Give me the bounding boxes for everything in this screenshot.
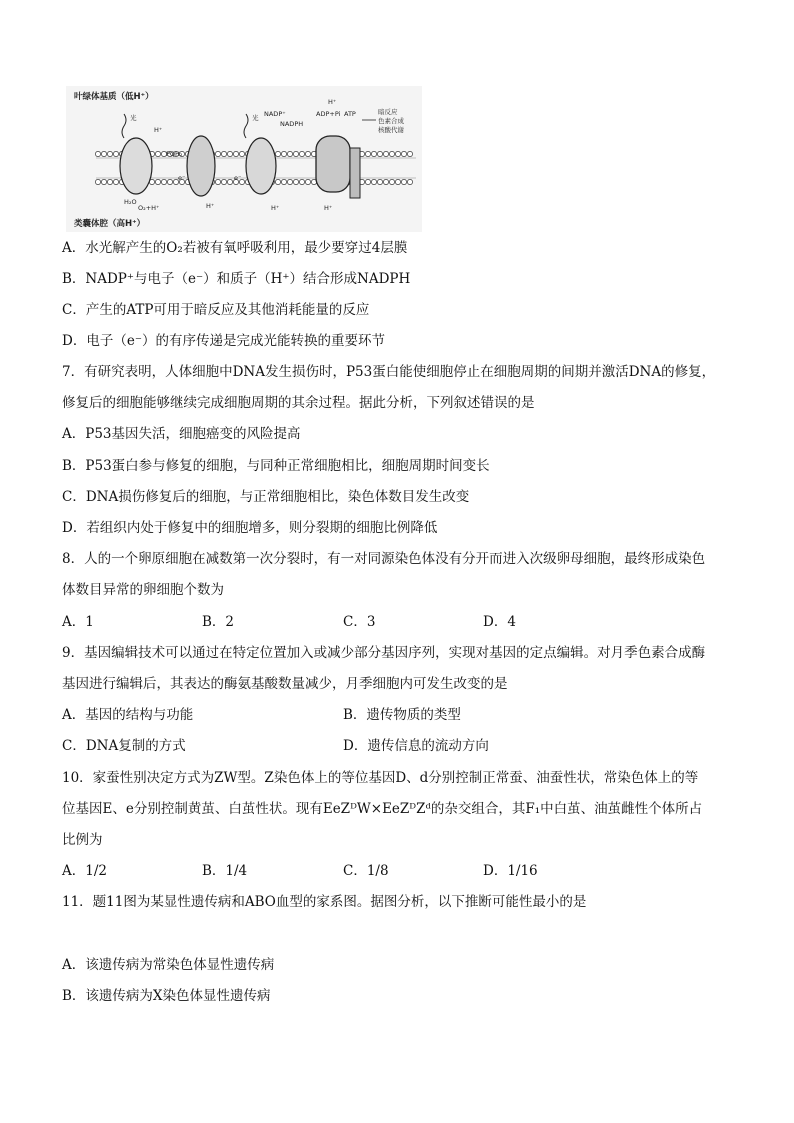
svg-text:色素合成: 色素合成 — [378, 117, 404, 125]
lipid-head — [389, 179, 394, 184]
q7-option-a: A．P53基因失活，细胞癌变的风险提高 — [62, 426, 301, 442]
lipid-head — [107, 179, 112, 184]
q8-option-a: A．1 — [62, 614, 94, 630]
lipid-head — [293, 151, 298, 156]
lipid-head — [383, 151, 388, 156]
q8-option-d: D．4 — [483, 614, 516, 630]
lipid-head — [275, 151, 280, 156]
q7-stem-line-1: 7．有研究表明，人体细胞中DNA发生损伤时，P53蛋白能使细胞停止在细胞周期的间期并激活DNA的修复， — [62, 364, 716, 380]
svg-text:ADP+Pi: ADP+Pi — [316, 110, 341, 118]
lipid-head — [389, 151, 394, 156]
lipid-head — [395, 151, 400, 156]
lipid-head — [305, 179, 310, 184]
lipid-head — [167, 179, 172, 184]
q8-stem-line-1: 8．人的一个卵原细胞在减数第一次分裂时，有一对同源染色体没有分开而进入次级卵母细胞，最终形成染色 — [62, 551, 706, 567]
svg-text:暗反应: 暗反应 — [378, 108, 398, 116]
lipid-head — [281, 179, 286, 184]
lipid-head — [365, 151, 370, 156]
lipid-head — [95, 179, 100, 184]
svg-text:O₂+H⁺: O₂+H⁺ — [138, 204, 160, 212]
q9-stem-line-2: 基因进行编辑后，其表达的酶氨基酸数量减少，月季细胞内可发生改变的是 — [62, 676, 508, 692]
q7-option-b: B．P53蛋白参与修复的细胞，与同种正常细胞相比，细胞周期时间变长 — [62, 458, 490, 474]
svg-text:核酸代谢: 核酸代谢 — [378, 126, 404, 134]
q6-option-d: D．电子（e⁻）的有序传递是完成光能转换的重要环节 — [62, 333, 385, 349]
q9-option-a: A．基因的结构与功能 — [62, 707, 194, 723]
lumen-label: 类囊体腔（高H⁺） — [74, 219, 146, 229]
q10-option-b: B．1/4 — [202, 863, 248, 879]
lipid-head — [101, 179, 106, 184]
svg-text:NADPH: NADPH — [280, 120, 304, 128]
lipid-head — [155, 151, 160, 156]
svg-text:H⁺: H⁺ — [154, 126, 163, 134]
cytochrome-complex — [187, 136, 215, 196]
q7-option-c: C．DNA损伤修复后的细胞，与正常细胞相比，染色体数目发生改变 — [62, 489, 470, 505]
lipid-head — [287, 151, 292, 156]
lipid-head — [407, 179, 412, 184]
lipid-head — [287, 179, 292, 184]
photosystem-ii — [120, 138, 152, 194]
q8-option-b: B．2 — [202, 614, 235, 630]
q9-stem-line-1: 9．基因编辑技术可以通过在特定位置加入或减少部分基因序列，实现对基因的定点编辑。对月季色素合成酶 — [62, 645, 706, 661]
thylakoid-membrane-diagram — [66, 86, 422, 232]
q6-option-a: A．水光解产生的O₂若被有氧呼吸利用，最少要穿过4层膜 — [62, 240, 408, 256]
svg-text:e⁻: e⁻ — [178, 174, 186, 182]
lipid-head — [275, 179, 280, 184]
svg-text:H⁺: H⁺ — [271, 204, 280, 212]
q10-option-c: C．1/8 — [343, 863, 389, 879]
q10-stem-line-1: 10．家蚕性别决定方式为ZW型。Z染色体上的等位基因D、d分别控制正常蚕、油蚕性状，常染色体上的等 — [62, 770, 699, 786]
q10-option-a: A．1/2 — [62, 863, 107, 879]
svg-text:e⁻: e⁻ — [234, 174, 242, 182]
lipid-head — [395, 179, 400, 184]
lipid-head — [233, 151, 238, 156]
lipid-head — [299, 179, 304, 184]
q9-option-c: C．DNA复制的方式 — [62, 738, 186, 754]
q7-stem-line-2: 修复后的细胞能够继续完成细胞周期的其余过程。据此分析，下列叙述错误的是 — [62, 395, 535, 411]
lipid-head — [221, 179, 226, 184]
lipid-head — [293, 179, 298, 184]
lipid-head — [215, 179, 220, 184]
lipid-head — [365, 179, 370, 184]
lipid-head — [299, 151, 304, 156]
svg-text:H⁺: H⁺ — [206, 202, 215, 210]
lipid-head — [281, 151, 286, 156]
lipid-head — [155, 179, 160, 184]
lipid-head — [239, 151, 244, 156]
lipid-head — [401, 151, 406, 156]
svg-text:H⁺: H⁺ — [328, 98, 337, 106]
svg-text:PQH₂: PQH₂ — [166, 150, 183, 158]
lipid-head — [377, 151, 382, 156]
lipid-head — [227, 179, 232, 184]
q9-option-b: B．遗传物质的类型 — [343, 707, 461, 723]
q11-option-a: A．该遗传病为常染色体显性遗传病 — [62, 957, 275, 973]
lipid-head — [95, 151, 100, 156]
lipid-head — [227, 151, 232, 156]
q10-option-d: D．1/16 — [483, 863, 538, 879]
q11-option-b: B．该遗传病为X染色体显性遗传病 — [62, 988, 271, 1004]
q11-stem: 11．题11图为某显性遗传病和ABO血型的家系图。据图分析，以下推断可能性最小的是 — [62, 894, 587, 910]
stroma-label: 叶绿体基质（低H⁺） — [74, 92, 154, 102]
q10-stem-line-2: 位基因E、e分别控制黄茧、白茧性状。现有EeZᴰW×EeZᴰZᵈ的杂交组合，其F₁中白茧、油茧雌性个体所占 — [62, 801, 703, 817]
svg-text:光: 光 — [252, 114, 259, 122]
svg-text:光: 光 — [130, 114, 137, 122]
svg-text:H⁺: H⁺ — [324, 204, 333, 212]
lipid-head — [401, 179, 406, 184]
lipid-head — [371, 151, 376, 156]
atp-synthase — [316, 136, 350, 192]
lipid-head — [107, 151, 112, 156]
lipid-head — [161, 179, 166, 184]
lipid-head — [383, 179, 388, 184]
svg-text:NADP⁺: NADP⁺ — [264, 110, 286, 118]
lipid-head — [371, 179, 376, 184]
photosystem-i — [246, 138, 276, 194]
svg-text:H₂O: H₂O — [124, 198, 137, 206]
q6-option-b: B．NADP⁺与电子（e⁻）和质子（H⁺）结合形成NADPH — [62, 271, 411, 287]
lipid-head — [377, 179, 382, 184]
lipid-head — [407, 151, 412, 156]
lipid-head — [305, 151, 310, 156]
lipid-head — [113, 179, 118, 184]
lipid-head — [215, 151, 220, 156]
lipid-head — [113, 151, 118, 156]
q8-option-c: C．3 — [343, 614, 376, 630]
q8-stem-line-2: 体数目异常的卵细胞个数为 — [62, 582, 224, 598]
svg-text:ATP: ATP — [344, 110, 356, 118]
q10-stem-line-3: 比例为 — [62, 832, 103, 848]
lipid-head — [101, 151, 106, 156]
lipid-head — [221, 151, 226, 156]
q7-option-d: D．若组织内处于修复中的细胞增多，则分裂期的细胞比例降低 — [62, 520, 438, 536]
q6-option-c: C．产生的ATP可用于暗反应及其他消耗能量的反应 — [62, 302, 370, 318]
q9-option-d: D．遗传信息的流动方向 — [343, 738, 489, 754]
